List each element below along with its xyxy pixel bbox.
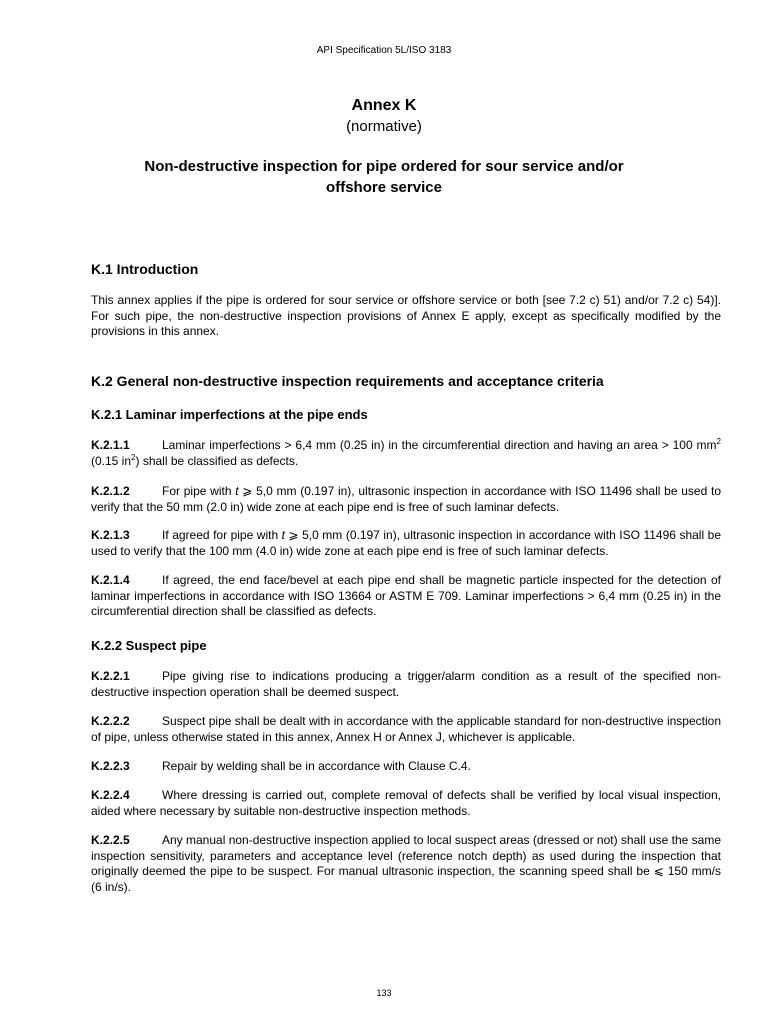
clause-k2-2-2 xyxy=(91,714,721,745)
superscript: 2 xyxy=(131,452,136,462)
section-k2-heading: K.2 General non-destructive inspection requirements and acceptance criteria xyxy=(91,373,604,389)
clause-k2-1-3 xyxy=(91,528,721,559)
clause-number: K.2.1.2 xyxy=(91,484,130,498)
clause-number: K.2.2.5 xyxy=(91,833,130,847)
clause-number: K.2.2.2 xyxy=(91,714,130,728)
annex-heading-line1: Non-destructive inspection for pipe ordered for sour service and/or xyxy=(144,158,624,175)
clause-text: If agreed, the end face/bevel at each pipe end shall be magnetic particle inspected for the detection of laminar imperfections in accordance with ISO 13664 or ASTM E 709. Laminar imperfections > 6,4 mm (0.25 in) in the circumferential direction shall be classified as defects. xyxy=(91,573,721,618)
page-number: 133 xyxy=(376,988,392,998)
clause-k2-2-5 xyxy=(91,833,721,895)
annex-heading-line2: offshore service xyxy=(326,179,442,196)
clause-text: Where dressing is carried out, complete removal of defects shall be verified by local visual inspection, aided where necessary by suitable non-destructive inspection methods. xyxy=(91,788,721,818)
thickness-symbol: t xyxy=(281,528,286,542)
clause-text: ⩾ 5,0 mm (0.197 in), ultrasonic inspection in accordance with ISO 11496 shall be used to verify that the 50 mm (2.0 in) wide zone at each pipe end is free of such laminar defects. xyxy=(91,484,721,514)
thickness-symbol: t xyxy=(235,484,239,498)
section-k22-heading: K.2.2 Suspect pipe xyxy=(91,638,207,653)
clause-text: (0.15 in xyxy=(91,453,132,468)
clause-text: Any manual non-destructive inspection applied to local suspect areas (dressed or not) shall use the same inspection sensitivity, parameters and acceptance level (reference notch depth) as used during the inspection that originally deemed the pipe to be suspect. For manual ultrasonic inspection, the scanning speed shall be ⩽ 150 mm/s (6 in/s). xyxy=(91,833,721,894)
clause-number: K.2.1.3 xyxy=(91,528,130,542)
clause-number: K.2.2.3 xyxy=(91,759,130,773)
clause-text: ) shall be classified as defects. xyxy=(135,453,299,468)
clause-number: K.2.1.4 xyxy=(91,573,130,587)
clause-number: K.2.2.1 xyxy=(91,669,130,683)
clause-text: If agreed for pipe with xyxy=(162,528,282,542)
clause-text: Pipe giving rise to indications producing a trigger/alarm condition as a result of the specified non-destructive inspection operation shall be deemed suspect. xyxy=(91,669,721,699)
clause-text: For pipe with xyxy=(162,484,236,498)
clause-k2-1-1 xyxy=(91,438,721,469)
clause-k2-2-3 xyxy=(91,759,721,775)
clause-k2-2-1 xyxy=(91,669,721,700)
clause-k2-1-2 xyxy=(91,484,721,515)
clause-text: Suspect pipe shall be dealt with in accordance with the applicable standard for non-destructive inspection of pipe, unless otherwise stated in this annex, Annex H or Annex J, whichever is applicable. xyxy=(91,714,721,744)
clause-text: Repair by welding shall be in accordance with Clause C.4. xyxy=(162,759,471,773)
clause-text: Laminar imperfections > 6,4 mm (0.25 in) in the circumferential direction and having an area > 100 mm xyxy=(162,438,717,452)
superscript: 2 xyxy=(716,437,721,446)
clause-k2-1-4 xyxy=(91,573,721,620)
annex-subtitle: (normative) xyxy=(346,118,422,135)
running-header: API Specification 5L/ISO 3183 xyxy=(316,45,452,56)
section-k1-heading: K.1 Introduction xyxy=(91,261,199,277)
clause-number: K.2.2.4 xyxy=(91,788,130,802)
clause-text: ⩾ 5,0 mm (0.197 in), ultrasonic inspection in accordance with ISO 11496 shall be used to verify that the 100 mm (4.0 in) wide zone at each pipe end is free of such laminar defects. xyxy=(91,528,722,558)
annex-title: Annex K xyxy=(351,97,417,114)
section-k1-text: This annex applies if the pipe is ordered for sour service or offshore service or both [see 7.2 c) 51) and/or 7.2 c) 54)]. For such pipe, the non-destructive inspection provisions of Annex E apply, except as specifically modified by the provisions in this annex. xyxy=(91,293,721,338)
clause-k2-2-4 xyxy=(91,788,721,819)
annex-heading xyxy=(0,156,768,198)
section-k21-heading: K.2.1 Laminar imperfections at the pipe ends xyxy=(91,407,368,422)
clause-number: K.2.1.1 xyxy=(91,438,130,452)
